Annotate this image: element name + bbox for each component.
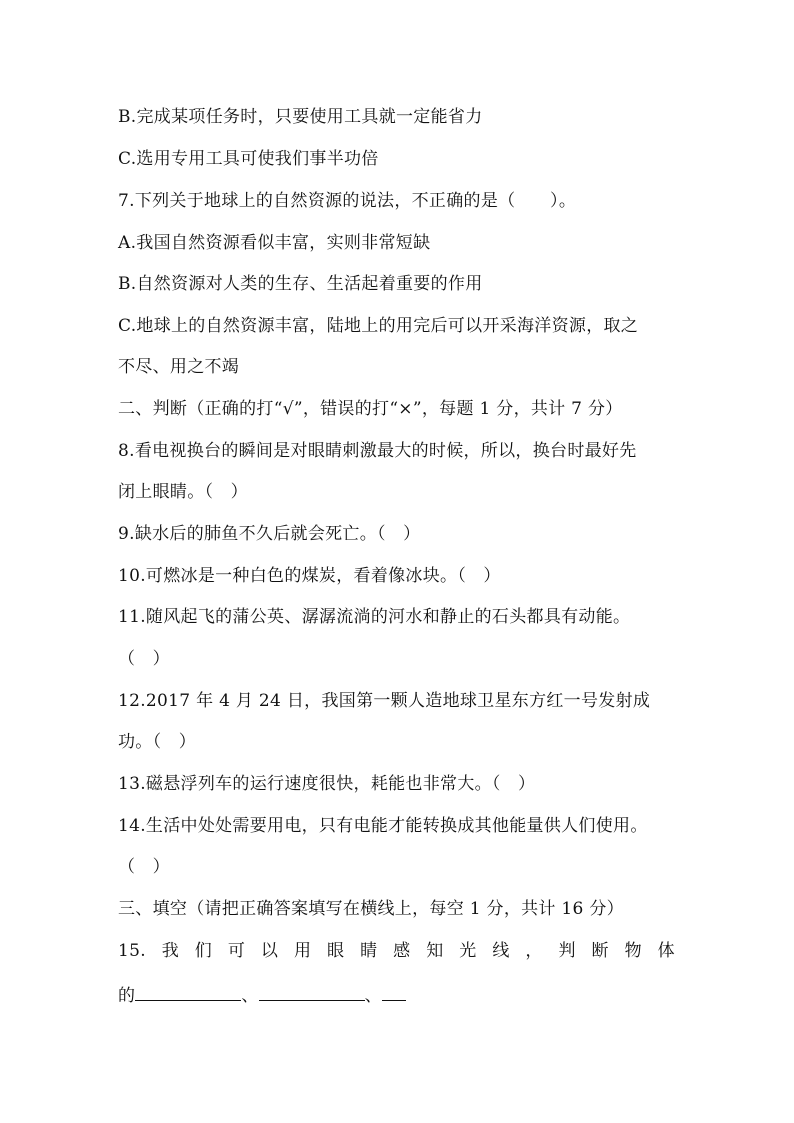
option-c-tools: C.选用专用工具可使我们事半功倍 <box>118 149 379 169</box>
answer-blank-1[interactable] <box>135 982 241 1001</box>
question-9: 9.缺水后的肺鱼不久后就会死亡。（ ） <box>118 524 421 544</box>
answer-blank-2[interactable] <box>259 982 365 1001</box>
question-15: 15. 我 们 可 以 用 眼 睛 感 知 光 线 ， 判 断 物 体 <box>118 941 675 961</box>
question-8: 8.看电视换台的瞬间是对眼睛刺激最大的时候，所以，换台时最好先 <box>118 441 637 461</box>
question-14: 14.生活中处处需要用电，只有电能才能转换成其他能量供人们使用。 <box>118 816 648 836</box>
question-7: 7.下列关于地球上的自然资源的说法，不正确的是（ ）。 <box>118 191 577 211</box>
option-c-resources-cont: 不尽、用之不竭 <box>118 357 240 377</box>
question-11: 11.随风起飞的蒲公英、潺潺流淌的河水和静止的石头都具有动能。 <box>118 607 631 627</box>
question-12: 12.2017 年 4 月 24 日，我国第一颗人造地球卫星东方红一号发射成 <box>118 691 651 711</box>
question-13: 13.磁悬浮列车的运行速度很快，耗能也非常大。（ ） <box>118 774 536 794</box>
section-2-heading: 二、判断（正确的打“√”，错误的打“×”，每题 1 分，共计 7 分） <box>118 399 623 419</box>
question-14-cont: （ ） <box>118 857 170 877</box>
question-12-cont: 功。（ ） <box>118 732 196 752</box>
question-10: 10.可燃冰是一种白色的煤炭，看着像冰块。（ ） <box>118 566 501 586</box>
question-15-cont: 的 、 、 <box>118 982 406 1007</box>
section-3-heading: 三、填空（请把正确答案填写在横线上，每空 1 分，共计 16 分） <box>118 899 624 919</box>
question-11-cont: （ ） <box>118 649 170 669</box>
option-c-resources: C.地球上的自然资源丰富，陆地上的用完后可以开采海洋资源，取之 <box>118 316 639 336</box>
question-8-cont: 闭上眼睛。（ ） <box>118 482 248 502</box>
option-a-resources: A.我国自然资源看似丰富，实则非常短缺 <box>118 233 431 253</box>
answer-blank-3[interactable] <box>382 982 406 1001</box>
option-b-tools: B.完成某项任务时，只要使用工具就一定能省力 <box>118 107 483 127</box>
option-b-resources: B.自然资源对人类的生存、生活起着重要的作用 <box>118 274 483 294</box>
